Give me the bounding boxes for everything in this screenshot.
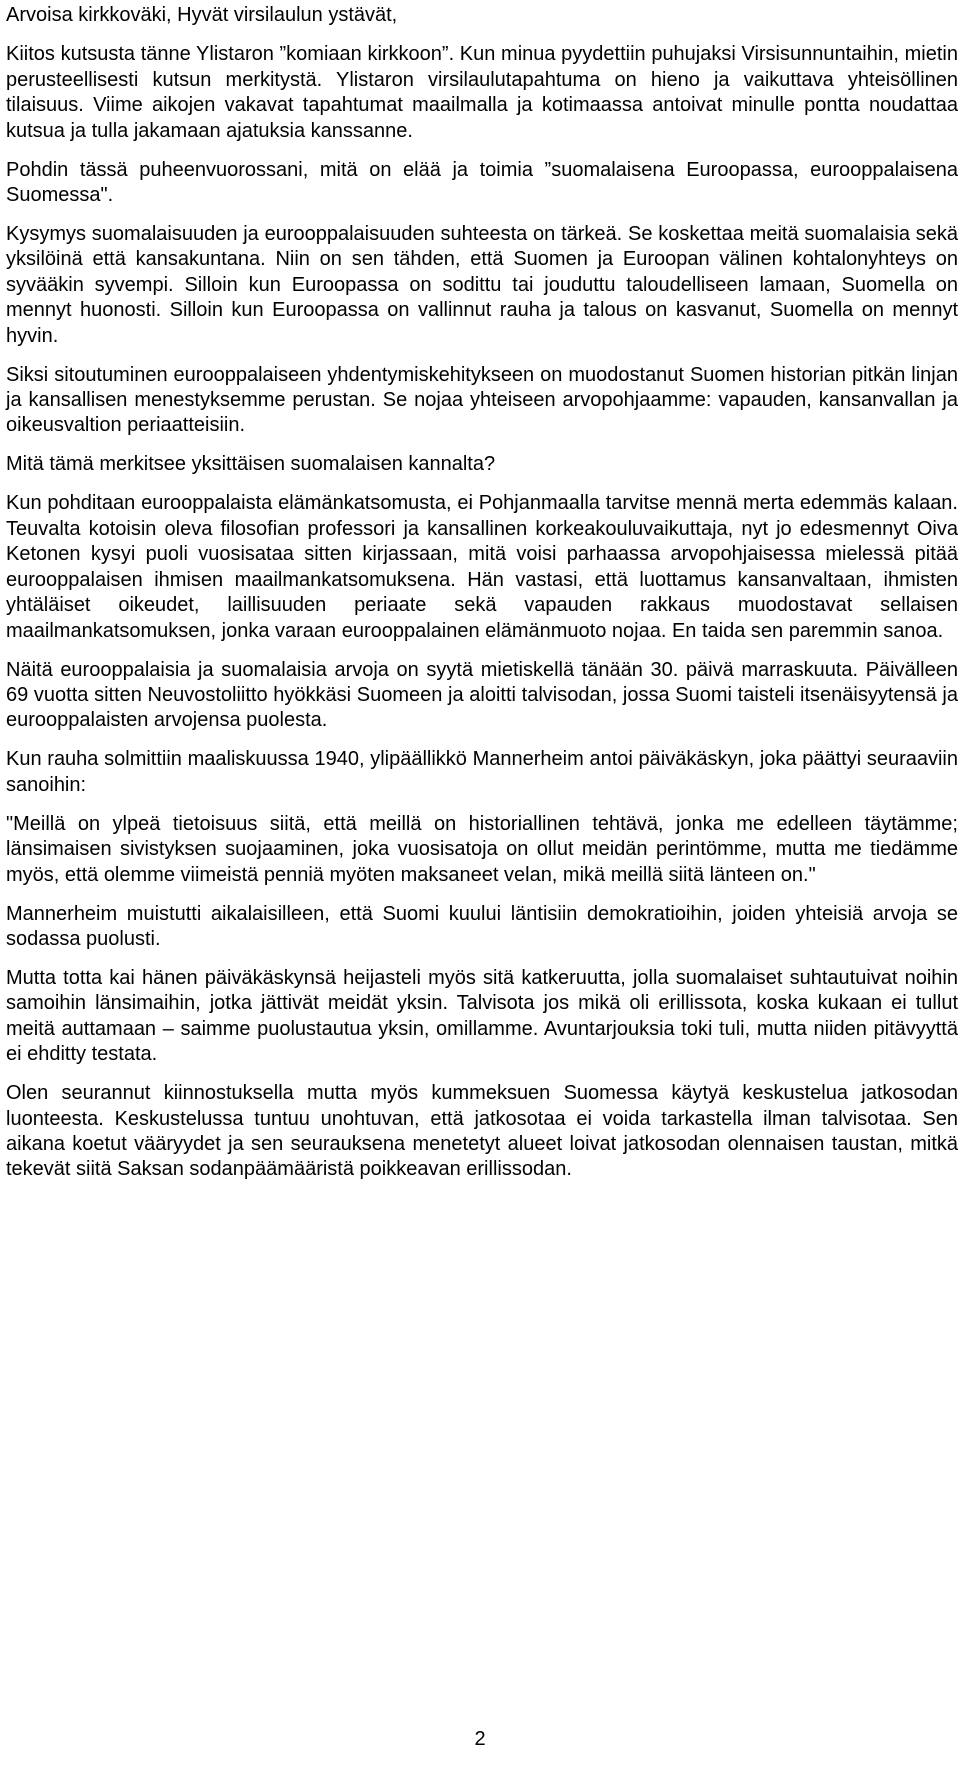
paragraph: Siksi sitoutuminen eurooppalaiseen yhdentymiskehitykseen on muodostanut Suomen historian pitkän linjan ja kansallisen menestyksemme perustan. Se nojaa yhteiseen arvopohjaamme: vapauden, kansanvallan ja oikeusvaltion periaatteisiin. [6, 363, 958, 437]
paragraph: Kun pohditaan eurooppalaista elämänkatsomusta, ei Pohjanmaalla tarvitse mennä merta edemmäs kalaan. Teuvalta kotoisin oleva filosofian professori ja kansallinen korkeakouluvaikuttaja, nyt jo edesmennyt Oiva Ketonen kysyi puoli vuosisataa sitten kirjassaan, mitä voisi parhaassa arvopohjaisessa mielessä pitää eurooppalaisen ihmisen maailmankatsomuksena. Hän vastasi, että luottamus kansanvaltaan, ihmisten yhtäläiset oikeudet, laillisuuden periaate sekä vapauden rakkaus muodostavat sellaisen maailmankatsomuksen, jonka varaan eurooppalainen elämänmuoto nojaa. En taida sen paremmin sanoa. [6, 492, 958, 642]
paragraph: Mutta totta kai hänen päiväkäskynsä heijasteli myös sitä katkeruutta, jolla suomalaiset suhtautuivat noihin samoihin länsimaihin, jotka jättivät meidät yksin. Talvisota jos mikä oli erillissota, koska kukaan ei tullut meitä auttamaan – saimme puolustautua yksin, omillamme. Avuntarjouksia toki tuli, mutta niiden pitävyyttä ei ehditty testata. [6, 966, 958, 1066]
page-number: 2 [474, 1728, 486, 1750]
paragraph: Pohdin tässä puheenvuorossani, mitä on elää ja toimia ”suomalaisena Euroopassa, eurooppalaisena Suomessa". [6, 158, 958, 207]
paragraph: Olen seurannut kiinnostuksella mutta myös kummeksuen Suomessa käytyä keskustelua jatkosodan luonteesta. Keskustelussa tuntuu unohtuvan, että jatkosotaa ei voida tarkastella ilman talvisotaa. Sen aikana koetut vääryydet ja sen seurauksena menetetyt alueet loivat jatkosodan olennaisen taustan, mitkä tekevät siitä Saksan sodanpäämääristä poikkeavan erillissodan. [6, 1082, 958, 1181]
paragraph: Kiitos kutsusta tänne Ylistaron ”komiaan kirkkoon”. Kun minua pyydettiin puhujaksi Virsisunnuntaihin, mietin perusteellisesti kutsun merkitystä. Ylistaron virsilaulutapahtuma on hieno ja vaikuttava yhteisöllinen tilaisuus. Viime aikojen vakavat tapahtumat maailmalla ja kotimaassa antoivat minulle pontta noudattaa kutsua ja tulla jakamaan ajatuksia kanssanne. [6, 43, 958, 142]
paragraph: Näitä eurooppalaisia ja suomalaisia arvoja on syytä mietiskellä tänään 30. päivä marraskuuta. Päivälleen 69 vuotta sitten Neuvostoliitto hyökkäsi Suomeen ja aloitti talvisodan, jossa Suomi taisteli itsenäisyytensä ja eurooppalaisten arvojensa puolesta. [6, 658, 958, 732]
greeting: Arvoisa kirkkoväki, Hyvät virsilaulun ystävät, [6, 4, 398, 26]
quote-paragraph: "Meillä on ylpeä tietoisuus siitä, että meillä on historiallinen tehtävä, jonka me edelleen täytämme; länsimaisen sivistyksen suojaaminen, joka vuosisatoja on ollut meidän perintömme, mutta me tiedämme myös, että olemme viimeistä penniä myöten maksaneet velan, mikä meillä siitä länteen on." [6, 812, 958, 886]
paragraph: Mannerheim muistutti aikalaisilleen, että Suomi kuului läntisiin demokratioihin, joiden yhteisiä arvoja se sodassa puolusti. [6, 902, 958, 950]
paragraph: Kysymys suomalaisuuden ja eurooppalaisuuden suhteesta on tärkeä. Se koskettaa meitä suomalaisia sekä yksilöinä että kansakuntana. Niin on sen tähden, että Suomen ja Euroopan välinen kohtalonyhteys on syvääkin syvempi. Silloin kun Euroopassa on sodittu tai jouduttu taloudelliseen lamaan, Suomella on mennyt huonosti. Silloin kun Euroopassa on vallinnut rauha ja talous on kasvanut, Suomella on mennyt hyvin. [6, 223, 958, 347]
document-page [6, 0, 958, 1768]
paragraph: Kun rauha solmittiin maaliskuussa 1940, ylipäällikkö Mannerheim antoi päiväkäskyn, joka päättyi seuraaviin sanoihin: [6, 748, 958, 796]
paragraph: Mitä tämä merkitsee yksittäisen suomalaisen kannalta? [6, 453, 496, 476]
